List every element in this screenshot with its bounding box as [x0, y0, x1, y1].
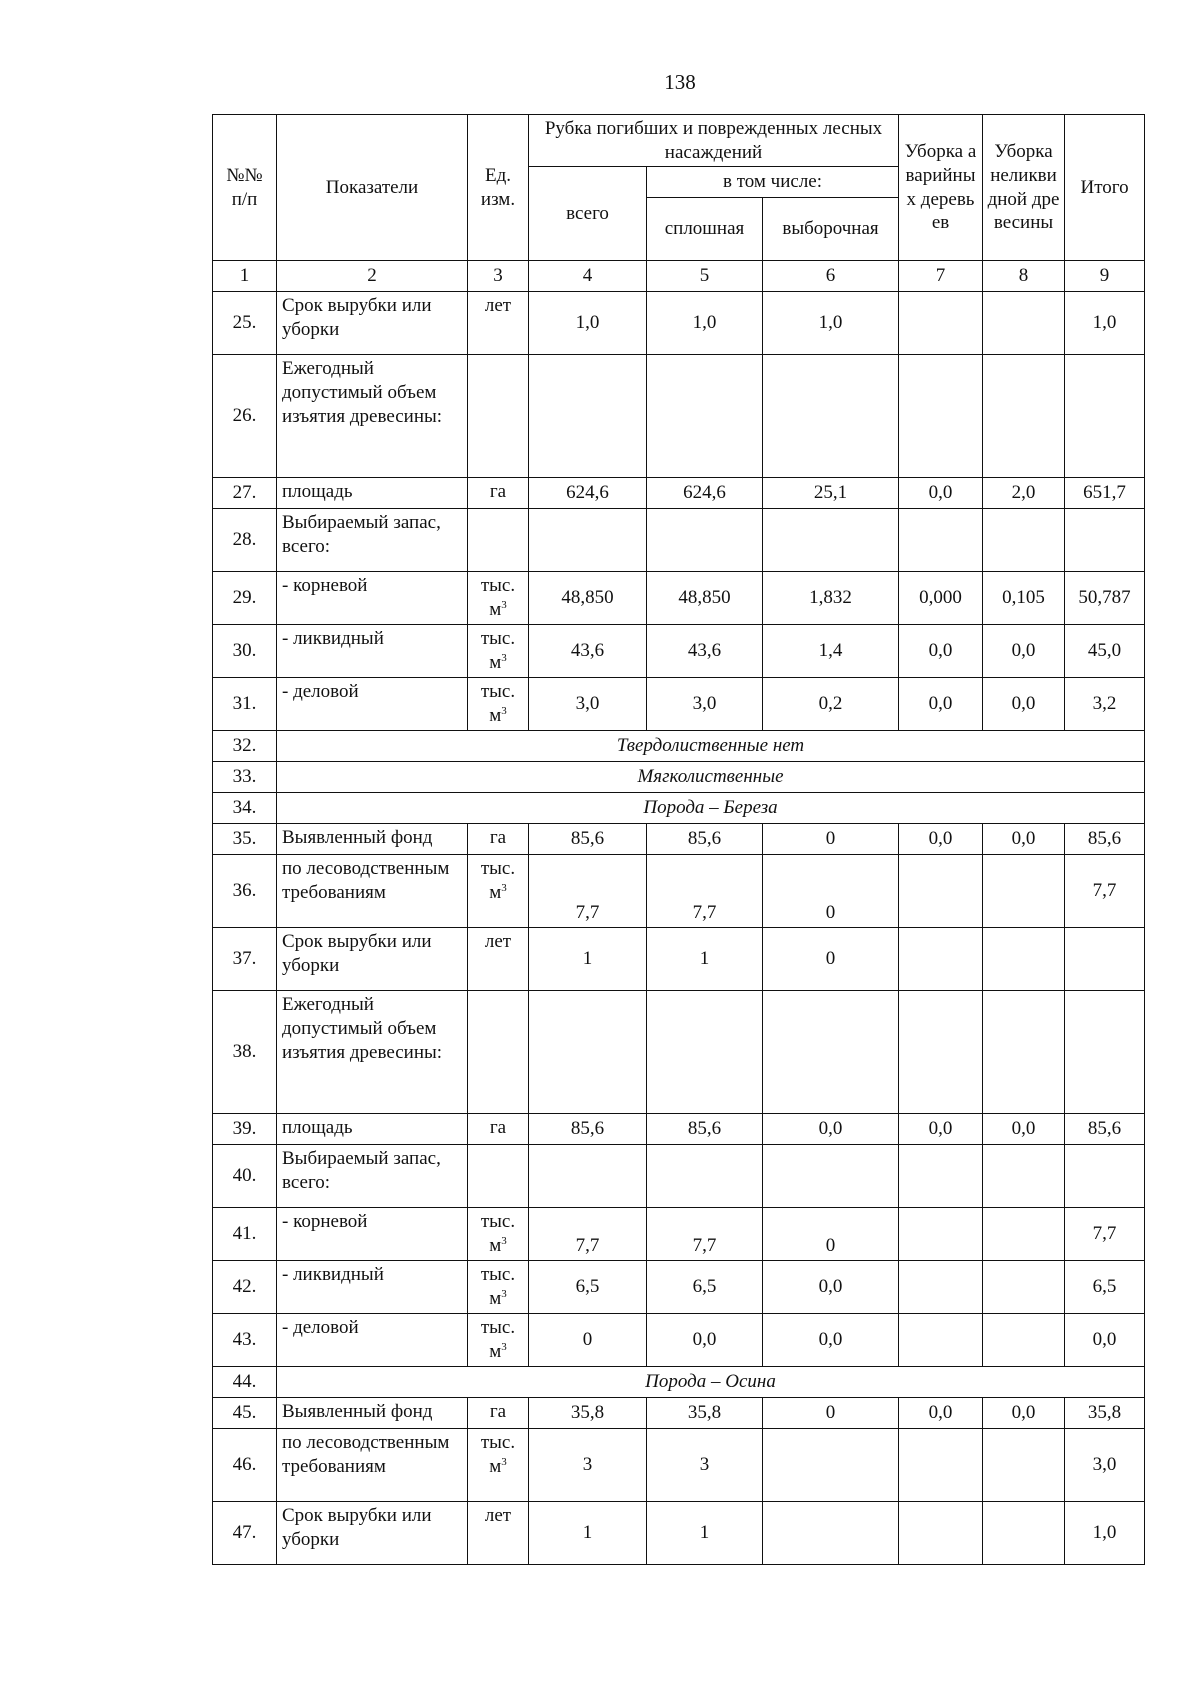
table-row — [213, 1208, 1145, 1261]
table-row — [213, 1502, 1145, 1565]
unit-text: лет — [484, 295, 512, 316]
table-row — [213, 1145, 1145, 1208]
value-cell: 35,8 — [1065, 1398, 1145, 1429]
unit-text: тыс. м — [480, 628, 516, 673]
table-row — [213, 1314, 1145, 1367]
value-cell — [983, 928, 1065, 991]
row-number: 47. — [213, 1502, 277, 1565]
value-cell: 48,850 — [529, 572, 647, 625]
value-cell: 651,7 — [1065, 478, 1145, 509]
value-cell: 0,0 — [763, 1261, 899, 1314]
cubic-superscript: 3 — [501, 1287, 507, 1300]
value-cell: 0 — [763, 1398, 899, 1429]
header-clear: сплошная — [647, 198, 763, 261]
value-cell — [899, 355, 983, 478]
section-title: Порода – Осина — [277, 1367, 1145, 1398]
value-cell — [983, 1145, 1065, 1208]
value-cell: 7,7 — [529, 1208, 647, 1261]
value-cell: 43,6 — [647, 625, 763, 678]
value-cell — [1065, 991, 1145, 1114]
header-selective: выборочная — [763, 198, 899, 261]
section-row — [213, 762, 1145, 793]
indicator-label: площадь — [277, 1114, 468, 1145]
table-row — [213, 855, 1145, 928]
value-cell — [983, 1429, 1065, 1502]
row-number: 39. — [213, 1114, 277, 1145]
indicator-label: Выбираемый запас, всего: — [277, 1145, 468, 1208]
header-num: №№ п/п — [213, 115, 277, 261]
value-cell: 624,6 — [647, 478, 763, 509]
value-cell — [763, 355, 899, 478]
row-number: 40. — [213, 1145, 277, 1208]
value-cell: 0 — [763, 1208, 899, 1261]
value-cell — [647, 509, 763, 572]
value-cell: 7,7 — [647, 1208, 763, 1261]
header-group: Рубка погибших и поврежденных лесных насаждений — [529, 115, 899, 167]
unit-cell — [468, 1261, 529, 1314]
row-number: 30. — [213, 625, 277, 678]
value-cell: 3,2 — [1065, 678, 1145, 731]
value-cell — [983, 1208, 1065, 1261]
indicator-label: Выявленный фонд — [277, 1398, 468, 1429]
unit-cell — [468, 625, 529, 678]
value-cell: 1,4 — [763, 625, 899, 678]
unit-text: лет — [484, 931, 512, 952]
indicator-label: - ликвидный — [277, 1261, 468, 1314]
header-unit: Ед. изм. — [468, 115, 529, 261]
value-cell — [763, 1145, 899, 1208]
unit-text: га — [489, 827, 507, 848]
row-number: 27. — [213, 478, 277, 509]
table-row — [213, 292, 1145, 355]
unit-cell — [468, 928, 529, 991]
value-cell: 3,0 — [647, 678, 763, 731]
value-cell: 85,6 — [529, 1114, 647, 1145]
indicator-label: - деловой — [277, 1314, 468, 1367]
value-cell — [529, 355, 647, 478]
header-total-all: всего — [529, 167, 647, 261]
row-number: 44. — [213, 1367, 277, 1398]
value-cell: 0 — [763, 928, 899, 991]
value-cell: 0,0 — [983, 1114, 1065, 1145]
unit-text: тыс. м — [480, 575, 516, 620]
unit-cell — [468, 292, 529, 355]
unit-cell — [468, 1502, 529, 1565]
table-row — [213, 355, 1145, 478]
col-number: 4 — [529, 261, 647, 292]
value-cell: 3,0 — [529, 678, 647, 731]
value-cell: 1,832 — [763, 572, 899, 625]
value-cell: 7,7 — [1065, 1208, 1145, 1261]
row-number: 29. — [213, 572, 277, 625]
value-cell: 0,0 — [983, 678, 1065, 731]
value-cell: 0,0 — [899, 1114, 983, 1145]
value-cell: 1 — [529, 1502, 647, 1565]
indicator-label: - корневой — [277, 1208, 468, 1261]
value-cell — [899, 928, 983, 991]
unit-cell — [468, 355, 529, 478]
row-number: 45. — [213, 1398, 277, 1429]
unit-cell — [468, 855, 529, 928]
value-cell — [983, 509, 1065, 572]
value-cell — [529, 509, 647, 572]
table-row — [213, 1114, 1145, 1145]
value-cell — [983, 991, 1065, 1114]
value-cell: 0,000 — [899, 572, 983, 625]
value-cell: 0,0 — [899, 824, 983, 855]
unit-cell — [468, 991, 529, 1114]
row-number: 34. — [213, 793, 277, 824]
unit-text: тыс. м — [480, 681, 516, 726]
value-cell: 25,1 — [763, 478, 899, 509]
indicator-label: Выявленный фонд — [277, 824, 468, 855]
cubic-superscript: 3 — [501, 1455, 507, 1468]
value-cell: 6,5 — [1065, 1261, 1145, 1314]
unit-text: тыс. м — [480, 1432, 516, 1477]
section-row — [213, 731, 1145, 762]
indicator-label: - ликвидный — [277, 625, 468, 678]
section-title: Твердолиственные нет — [277, 731, 1145, 762]
row-number: 41. — [213, 1208, 277, 1261]
unit-cell — [468, 1429, 529, 1502]
unit-cell — [468, 1114, 529, 1145]
indicator-label: Срок вырубки или уборки — [277, 928, 468, 991]
value-cell: 6,5 — [647, 1261, 763, 1314]
value-cell: 45,0 — [1065, 625, 1145, 678]
value-cell — [899, 1208, 983, 1261]
indicator-label: Ежегодный допустимый объем изъятия древесины: — [277, 991, 468, 1114]
header-incl: в том числе: — [647, 167, 899, 198]
cubic-superscript: 3 — [501, 598, 507, 611]
value-cell: 0,0 — [983, 625, 1065, 678]
unit-cell — [468, 1398, 529, 1429]
value-cell — [647, 1145, 763, 1208]
value-cell: 35,8 — [647, 1398, 763, 1429]
cubic-superscript: 3 — [501, 704, 507, 717]
col-number: 3 — [468, 261, 529, 292]
row-number: 28. — [213, 509, 277, 572]
cubic-superscript: 3 — [501, 651, 507, 664]
unit-cell — [468, 478, 529, 509]
cubic-superscript: 3 — [501, 881, 507, 894]
table-row — [213, 928, 1145, 991]
indicator-label: Выбираемый запас, всего: — [277, 509, 468, 572]
section-title: Мягколиственные — [277, 762, 1145, 793]
row-number: 25. — [213, 292, 277, 355]
col-number: 2 — [277, 261, 468, 292]
value-cell — [529, 1145, 647, 1208]
value-cell — [899, 1429, 983, 1502]
value-cell: 1,0 — [647, 292, 763, 355]
cubic-superscript: 3 — [501, 1234, 507, 1247]
col-number: 5 — [647, 261, 763, 292]
page-number: 138 — [664, 70, 696, 94]
table-row — [213, 824, 1145, 855]
value-cell: 1 — [529, 928, 647, 991]
value-cell: 0 — [763, 855, 899, 928]
unit-cell — [468, 1145, 529, 1208]
value-cell: 0,0 — [763, 1114, 899, 1145]
unit-text: тыс. м — [480, 1317, 516, 1362]
unit-text: тыс. м — [480, 858, 516, 903]
value-cell: 85,6 — [647, 1114, 763, 1145]
value-cell: 0,0 — [763, 1314, 899, 1367]
value-cell: 85,6 — [529, 824, 647, 855]
unit-cell — [468, 1208, 529, 1261]
value-cell — [529, 991, 647, 1114]
unit-text: тыс. м — [480, 1264, 516, 1309]
value-cell: 0,0 — [899, 625, 983, 678]
value-cell: 1,0 — [763, 292, 899, 355]
value-cell — [1065, 355, 1145, 478]
value-cell — [899, 509, 983, 572]
value-cell — [983, 292, 1065, 355]
unit-text: га — [489, 1117, 507, 1138]
value-cell: 7,7 — [1065, 855, 1145, 928]
row-number: 46. — [213, 1429, 277, 1502]
value-cell: 0,0 — [899, 678, 983, 731]
unit-cell — [468, 1314, 529, 1367]
value-cell: 2,0 — [983, 478, 1065, 509]
row-number: 42. — [213, 1261, 277, 1314]
value-cell: 7,7 — [529, 855, 647, 928]
value-cell: 7,7 — [647, 855, 763, 928]
row-number: 36. — [213, 855, 277, 928]
value-cell: 0,0 — [1065, 1314, 1145, 1367]
indicator-label: Срок вырубки или уборки — [277, 1502, 468, 1565]
value-cell: 3 — [529, 1429, 647, 1502]
value-cell — [899, 1145, 983, 1208]
value-cell: 85,6 — [647, 824, 763, 855]
unit-cell — [468, 824, 529, 855]
value-cell — [983, 1261, 1065, 1314]
table-row — [213, 509, 1145, 572]
value-cell: 50,787 — [1065, 572, 1145, 625]
unit-text: тыс. м — [480, 1211, 516, 1256]
value-cell: 1,0 — [1065, 292, 1145, 355]
value-cell: 0 — [529, 1314, 647, 1367]
indicator-label: Ежегодный допустимый объем изъятия древесины: — [277, 355, 468, 478]
row-number: 33. — [213, 762, 277, 793]
value-cell: 0,0 — [899, 1398, 983, 1429]
value-cell — [899, 1261, 983, 1314]
value-cell — [763, 991, 899, 1114]
value-cell — [983, 855, 1065, 928]
row-number: 38. — [213, 991, 277, 1114]
indicator-label: - корневой — [277, 572, 468, 625]
col-number: 7 — [899, 261, 983, 292]
value-cell: 0 — [763, 824, 899, 855]
row-number: 32. — [213, 731, 277, 762]
col-number: 8 — [983, 261, 1065, 292]
value-cell: 85,6 — [1065, 1114, 1145, 1145]
row-number: 31. — [213, 678, 277, 731]
table-row — [213, 1261, 1145, 1314]
value-cell: 1 — [647, 1502, 763, 1565]
table-row — [213, 678, 1145, 731]
value-cell: 0,0 — [983, 1398, 1065, 1429]
value-cell: 3,0 — [1065, 1429, 1145, 1502]
value-cell: 0,105 — [983, 572, 1065, 625]
section-row — [213, 1367, 1145, 1398]
cubic-superscript: 3 — [501, 1340, 507, 1353]
col-number: 6 — [763, 261, 899, 292]
header-emergency: Уборка аварийных деревьев — [899, 115, 983, 261]
table-row — [213, 625, 1145, 678]
value-cell — [647, 991, 763, 1114]
value-cell: 1 — [647, 928, 763, 991]
table-row — [213, 1398, 1145, 1429]
column-number-row — [213, 261, 1145, 292]
value-cell — [983, 1314, 1065, 1367]
indicator-label: - деловой — [277, 678, 468, 731]
value-cell: 85,6 — [1065, 824, 1145, 855]
table-row — [213, 1429, 1145, 1502]
value-cell: 0,2 — [763, 678, 899, 731]
value-cell: 43,6 — [529, 625, 647, 678]
value-cell: 624,6 — [529, 478, 647, 509]
value-cell — [763, 1429, 899, 1502]
section-title: Порода – Береза — [277, 793, 1145, 824]
row-number: 37. — [213, 928, 277, 991]
value-cell — [899, 292, 983, 355]
value-cell: 6,5 — [529, 1261, 647, 1314]
value-cell — [899, 855, 983, 928]
value-cell — [647, 355, 763, 478]
value-cell — [1065, 509, 1145, 572]
value-cell — [983, 355, 1065, 478]
value-cell — [899, 991, 983, 1114]
col-number: 9 — [1065, 261, 1145, 292]
value-cell — [899, 1314, 983, 1367]
value-cell: 1,0 — [1065, 1502, 1145, 1565]
col-number: 1 — [213, 261, 277, 292]
value-cell: 0,0 — [647, 1314, 763, 1367]
value-cell: 1,0 — [529, 292, 647, 355]
indicator-label: по лесоводственным требованиям — [277, 855, 468, 928]
header-indicator: Показатели — [277, 115, 468, 261]
value-cell — [1065, 928, 1145, 991]
indicator-label: Срок вырубки или уборки — [277, 292, 468, 355]
value-cell: 0,0 — [899, 478, 983, 509]
unit-text: га — [489, 481, 507, 502]
value-cell — [899, 1502, 983, 1565]
row-number: 35. — [213, 824, 277, 855]
unit-cell — [468, 572, 529, 625]
value-cell — [763, 509, 899, 572]
section-row — [213, 793, 1145, 824]
value-cell — [763, 1502, 899, 1565]
unit-text: лет — [484, 1505, 512, 1526]
header-total: Итого — [1065, 115, 1145, 261]
value-cell — [1065, 1145, 1145, 1208]
table-row — [213, 991, 1145, 1114]
row-number: 43. — [213, 1314, 277, 1367]
table-row — [213, 572, 1145, 625]
indicator-label: площадь — [277, 478, 468, 509]
unit-cell — [468, 678, 529, 731]
indicator-label: по лесоводственным требованиям — [277, 1429, 468, 1502]
value-cell: 48,850 — [647, 572, 763, 625]
value-cell — [983, 1502, 1065, 1565]
unit-cell — [468, 509, 529, 572]
table-row — [213, 478, 1145, 509]
forest-cutting-table — [212, 114, 1145, 1565]
row-number: 26. — [213, 355, 277, 478]
unit-text: га — [489, 1401, 507, 1422]
value-cell: 3 — [647, 1429, 763, 1502]
value-cell: 35,8 — [529, 1398, 647, 1429]
value-cell: 0,0 — [983, 824, 1065, 855]
header-illiquid: Уборка неликвидной древесины — [983, 115, 1065, 261]
